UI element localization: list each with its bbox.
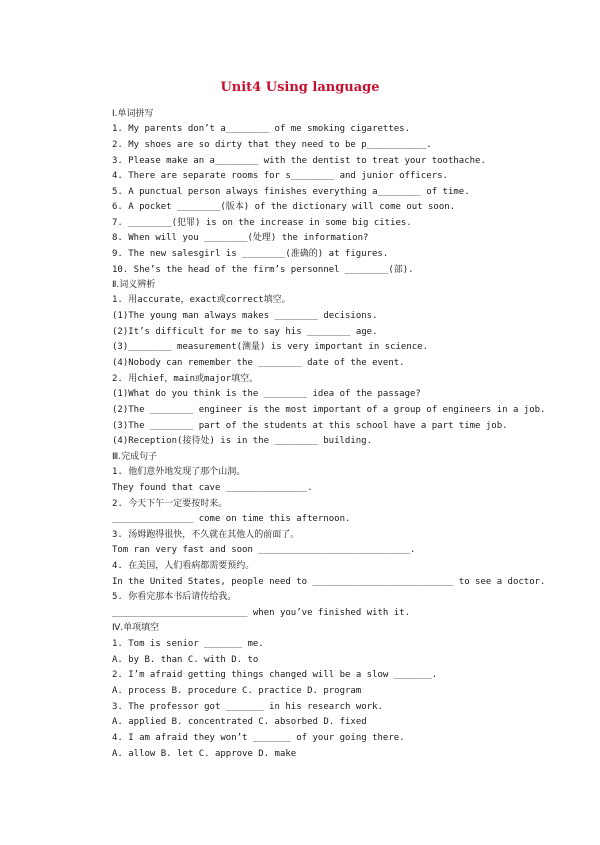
worksheet-line: 4. I am afraid they won’t _______ of your going there.	[112, 733, 405, 743]
worksheet-line: 4. 在美国，人们看病都需要预约。	[112, 561, 255, 571]
worksheet-line: 9. The new salesgirl is ________(准确的) at figures.	[112, 249, 389, 259]
worksheet-line: 10. She’s the head of the firm’s personnel ________(部).	[112, 265, 414, 275]
worksheet-line: 7. ________(犯罪) is on the increase in some big cities.	[112, 218, 412, 228]
worksheet-line: 2. My shoes are so dirty that they need to be p___________.	[112, 140, 432, 150]
worksheet-line: A. by B. than C. with D. to	[112, 655, 259, 665]
worksheet-line: 5. 你看完那本书后请传给我。	[112, 592, 237, 602]
worksheet-line: (2)It’s difficult for me to say his ________ age.	[112, 327, 378, 337]
worksheet-line: 3. The professor got _______ in his research work.	[112, 702, 383, 712]
section-heading: Ⅰ.单词拼写	[112, 109, 154, 119]
worksheet-line: (3)The ________ part of the students at this school have a part time job.	[112, 421, 508, 431]
worksheet-line: (1)What do you think is the ________ idea of the passage?	[112, 389, 421, 399]
worksheet-line: 5. A punctual person always finishes everything a________ of time.	[112, 187, 470, 197]
section-heading: Ⅳ.单项填空	[112, 623, 160, 633]
worksheet-line: 1. 他们意外地发现了那个山洞。	[112, 467, 246, 477]
worksheet-line: 3. 汤姆跑得很快，不久就在其他人的前面了。	[112, 530, 300, 540]
worksheet-line: 4. There are separate rooms for s________ and junior officers.	[112, 171, 448, 181]
worksheet-line: Tom ran very fast and soon ____________________________.	[112, 545, 416, 555]
worksheet-line: (2)The ________ engineer is the most important of a group of engineers in a job.	[112, 405, 546, 415]
worksheet-line: 2. I’m afraid getting things changed will be a slow _______.	[112, 670, 438, 680]
section-heading: Ⅲ.完成句子	[112, 452, 158, 462]
worksheet-line: 2. 今天下午一定要按时来。	[112, 499, 228, 509]
worksheet-line: _________________________ when you’ve finished with it.	[112, 608, 411, 618]
worksheet-line: 1. My parents don’t a________ of me smoking cigarettes.	[112, 124, 411, 134]
page-title: Unit4 Using language	[220, 80, 380, 95]
worksheet-line: 6. A pocket ________(版本) of the dictionary will come out soon.	[112, 202, 456, 212]
worksheet-line: A. applied B. concentrated C. absorbed D. fixed	[112, 717, 367, 727]
worksheet-line: 8. When will you ________(处理) the information?	[112, 233, 369, 243]
worksheet-line: 2. 用chief，main或major填空。	[112, 374, 259, 384]
worksheet-line: 3. Please make an a________ with the dentist to treat your toothache.	[112, 156, 486, 166]
worksheet-line: 1. 用accurate，exact或correct填空。	[112, 295, 291, 305]
worksheet-line: (4)Nobody can remember the ________ date of the event.	[112, 358, 405, 368]
worksheet-line: _______________ come on time this afternoon.	[112, 514, 351, 524]
worksheet-line: A. process B. procedure C. practice D. program	[112, 686, 362, 696]
worksheet-line: (3)________ measurement(测量) is very important in science.	[112, 342, 429, 352]
worksheet-line: They found that cave _______________.	[112, 483, 313, 493]
worksheet-line: A. allow B. let C. approve D. make	[112, 749, 297, 759]
worksheet-line: In the United States, people need to __________________________ to see a doctor.	[112, 577, 546, 587]
worksheet-line: (4)Reception(接待处) is in the ________ building.	[112, 436, 372, 446]
worksheet-line: (1)The young man always makes ________ decisions.	[112, 311, 378, 321]
worksheet-line: 1. Tom is senior _______ me.	[112, 639, 264, 649]
section-heading: Ⅱ.词义辨析	[112, 280, 156, 290]
